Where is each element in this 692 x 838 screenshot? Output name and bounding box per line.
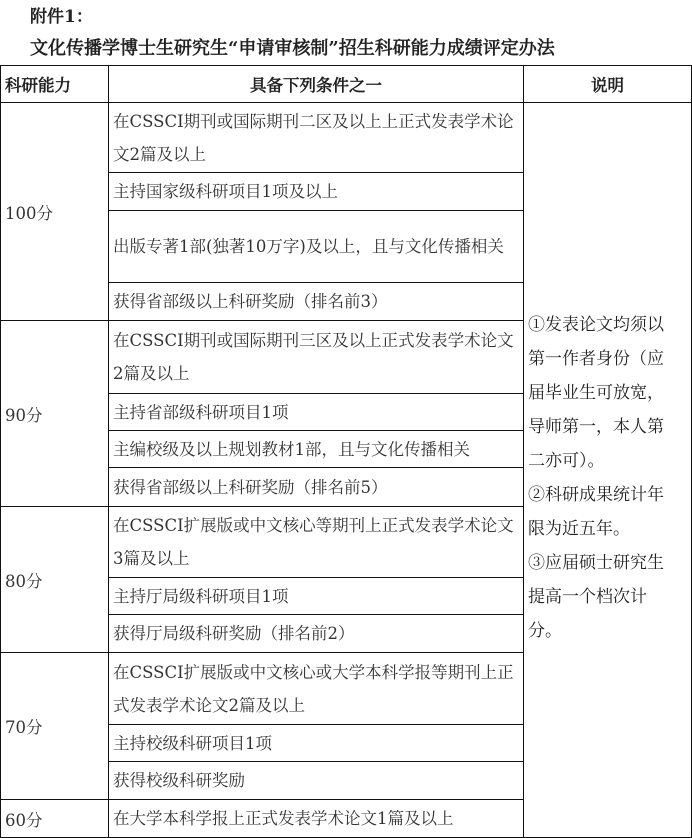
note-cell	[524, 103, 692, 838]
condition-cell: 获得厅局级科研奖励（排名前2）	[109, 615, 524, 653]
header-conditions: 具备下列条件之一	[109, 66, 524, 103]
condition-cell: 出版专著1部(独著10万字)及以上，且与文化传播相关	[109, 211, 524, 283]
condition-cell: 主持校级科研项目1项	[109, 725, 524, 762]
condition-cell: 主持厅局级科研项目1项	[109, 578, 524, 615]
condition-cell: 主编校级及以上规划教材1部，且与文化传播相关	[109, 431, 524, 468]
note-line: 限为近五年。	[528, 519, 630, 539]
condition-cell: 获得省部级以上科研奖励（排名前5）	[109, 468, 524, 507]
note-line: 第一作者身份（应	[528, 349, 664, 369]
condition-cell: 主持省部级科研项目1项	[109, 394, 524, 431]
note-line: 二亦可）。	[528, 451, 605, 471]
note-line: 届毕业生可放宽，	[528, 383, 664, 403]
note-line: 分。	[528, 621, 562, 641]
condition-cell: 在CSSCI期刊或国际期刊三区及以上正式发表学术论文2篇及以上	[109, 321, 524, 394]
score-cell: 80分	[1, 507, 109, 653]
attachment-label: 附件1：	[30, 7, 93, 27]
condition-cell: 主持国家级科研项目1项及以上	[109, 173, 524, 211]
note-line: ③应届硕士研究生	[528, 553, 664, 573]
document-title: 文化传播学博士生研究生“申请审核制”招生科研能力成绩评定办法	[30, 38, 555, 59]
note-line: 导师第一，本人第	[528, 417, 664, 437]
evaluation-table	[0, 65, 692, 838]
condition-cell: 在CSSCI扩展版或中文核心或大学本科学报等期刊上正式发表学术论文2篇及以上	[109, 653, 524, 725]
score-cell: 60分	[1, 800, 109, 838]
condition-cell: 获得省部级以上科研奖励（排名前3）	[109, 283, 524, 321]
condition-cell: 获得校级科研奖励	[109, 762, 524, 800]
header-row	[1, 66, 692, 103]
header-ability: 科研能力	[1, 66, 109, 103]
note-line: ②科研成果统计年	[528, 485, 664, 505]
score-cell: 100分	[1, 103, 109, 321]
table-row	[1, 103, 692, 173]
condition-cell: 在大学本科学报上正式发表学术论文1篇及以上	[109, 800, 524, 838]
score-cell: 90分	[1, 321, 109, 507]
condition-cell: 在CSSCI期刊或国际期刊二区及以上上正式发表学术论文2篇及以上	[109, 103, 524, 173]
condition-cell: 在CSSCI扩展版或中文核心等期刊上正式发表学术论文3篇及以上	[109, 507, 524, 578]
score-cell: 70分	[1, 653, 109, 800]
header-note: 说明	[524, 66, 692, 103]
note-line: 提高一个档次计	[528, 587, 647, 607]
note-line: ①发表论文均须以	[528, 315, 664, 335]
